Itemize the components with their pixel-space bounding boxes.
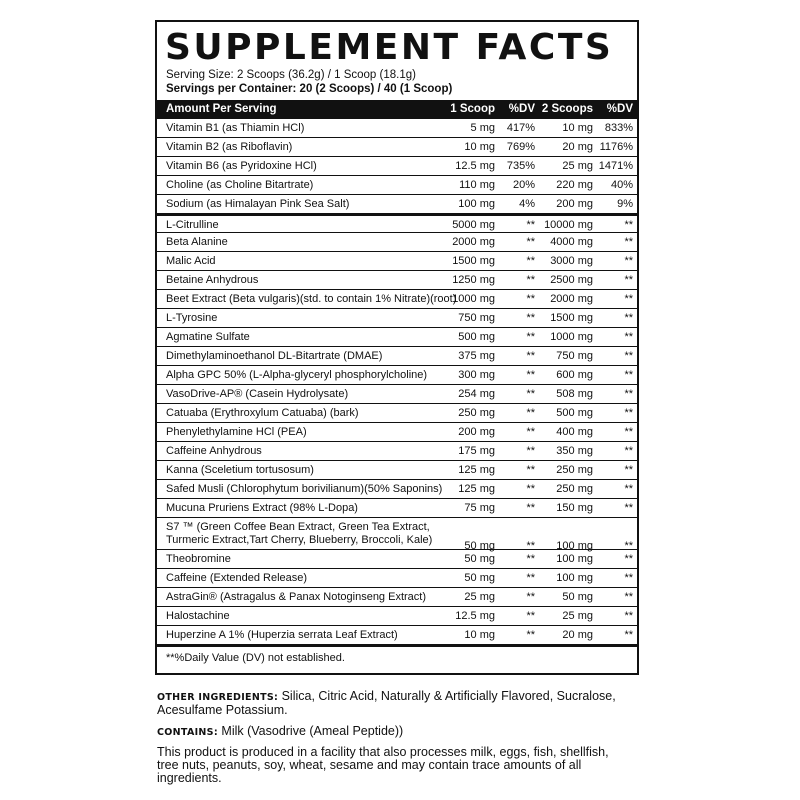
dv-2-scoops: ** [624, 236, 633, 248]
dv-1-scoop: ** [526, 388, 535, 400]
dv-2-scoops: ** [624, 274, 633, 286]
amount-2-scoops: 2500 mg [550, 274, 593, 286]
amount-1-scoop: 50 mg [464, 540, 495, 552]
amount-1-scoop: 375 mg [458, 350, 495, 362]
dv-2-scoops: ** [624, 293, 633, 305]
dv-1-scoop: ** [526, 553, 535, 565]
header-dv-2: %DV [606, 103, 633, 115]
dv-2-scoops: ** [624, 445, 633, 457]
dv-1-scoop: ** [526, 236, 535, 248]
amount-1-scoop: 2000 mg [452, 236, 495, 248]
amount-2-scoops: 2000 mg [550, 293, 593, 305]
amount-2-scoops: 4000 mg [550, 236, 593, 248]
nutrient-name: Alpha GPC 50% (L-Alpha-glyceryl phosphorylcholine) [166, 369, 428, 381]
amount-2-scoops: 250 mg [556, 483, 593, 495]
table-row [157, 137, 637, 156]
nutrient-name: Kanna (Sceletium tortusosum) [166, 464, 314, 476]
dv-1-scoop: ** [526, 464, 535, 476]
table-row [157, 194, 637, 213]
amount-2-scoops: 150 mg [556, 502, 593, 514]
table-row [157, 308, 637, 327]
nutrient-name: Halostachine [166, 610, 230, 622]
dv-1-scoop: ** [526, 445, 535, 457]
nutrient-name: Beta Alanine [166, 236, 228, 248]
contains-label: CONTAINS: [157, 727, 218, 738]
nutrient-name: Vitamin B2 (as Riboflavin) [166, 141, 293, 153]
amount-2-scoops: 600 mg [556, 369, 593, 381]
table-row [157, 156, 637, 175]
dv-1-scoop: ** [526, 483, 535, 495]
dv-2-scoops: 9% [617, 198, 633, 210]
dv-1-scoop: ** [526, 219, 535, 231]
dv-1-scoop: 4% [519, 198, 535, 210]
table-row [157, 625, 637, 644]
table-row [157, 365, 637, 384]
table-row [157, 549, 637, 568]
dv-2-scoops: ** [624, 350, 633, 362]
other-ingredients-label: OTHER INGREDIENTS: [157, 692, 279, 703]
amount-1-scoop: 25 mg [464, 591, 495, 603]
amount-2-scoops: 250 mg [556, 464, 593, 476]
other-ingredients [157, 690, 627, 717]
other-ingredients-text: Silica, Citric Acid, Naturally & Artificially Flavored, Sucralose, Acesulfame Potassium. [157, 689, 616, 717]
amount-1-scoop: 12.5 mg [455, 610, 495, 622]
table-row [157, 327, 637, 346]
header-2-scoops: 2 Scoops [541, 103, 593, 115]
amount-1-scoop: 5 mg [470, 122, 495, 134]
nutrient-name: L-Citrulline [166, 219, 219, 231]
amount-1-scoop: 500 mg [458, 331, 495, 343]
amount-1-scoop: 50 mg [464, 572, 495, 584]
dv-2-scoops: ** [624, 553, 633, 565]
dv-2-scoops: ** [624, 219, 633, 231]
dv-1-scoop: ** [526, 426, 535, 438]
amount-2-scoops: 508 mg [556, 388, 593, 400]
dv-2-scoops: ** [624, 591, 633, 603]
dv-1-scoop: ** [526, 255, 535, 267]
table-row [157, 498, 637, 517]
dv-2-scoops: 1471% [598, 160, 633, 172]
table-row [157, 213, 637, 232]
dv-2-scoops: ** [624, 464, 633, 476]
facility-statement: This product is produced in a facility that also processes milk, eggs, fish, shellfish, tree nuts, peanuts, soy, wheat, sesame and may contain trace amounts of all ingredients. [157, 745, 609, 785]
dv-2-scoops: 1176% [599, 141, 633, 153]
dv-1-scoop: 417% [506, 122, 535, 134]
table-row [157, 232, 637, 251]
nutrient-name: Agmatine Sulfate [166, 331, 250, 343]
table-row [157, 118, 637, 137]
nutrient-name: Malic Acid [166, 255, 216, 267]
dv-2-scoops: ** [624, 629, 633, 641]
table-row [157, 606, 637, 625]
dv-1-scoop: ** [526, 407, 535, 419]
amount-2-scoops: 100 mg [556, 540, 593, 552]
amount-1-scoop: 175 mg [458, 445, 495, 457]
dv-1-scoop: ** [526, 502, 535, 514]
dv-2-scoops: ** [624, 255, 633, 267]
dv-2-scoops: ** [624, 572, 633, 584]
amount-2-scoops: 3000 mg [550, 255, 593, 267]
dv-2-scoops: ** [624, 610, 633, 622]
amount-2-scoops: 20 mg [562, 629, 593, 641]
dv-2-scoops: ** [624, 540, 633, 552]
table-header [157, 100, 637, 118]
nutrient-name: S7 ™ (Green Coffee Bean Extract, Green Tea Extract, Turmeric Extract,Tart Cherry, Blueberry, Broccoli, Kale) [166, 521, 433, 546]
amount-2-scoops: 10 mg [562, 122, 593, 134]
amount-2-scoops: 400 mg [556, 426, 593, 438]
nutrient-name: Dimethylaminoethanol DL-Bitartrate (DMAE) [166, 350, 383, 362]
label-text-block [157, 690, 627, 785]
servings-per-container: Servings per Container: 20 (2 Scoops) / 40 (1 Scoop) [166, 83, 453, 95]
amount-1-scoop: 50 mg [464, 553, 495, 565]
nutrient-name: Theobromine [166, 553, 231, 565]
dv-1-scoop: ** [526, 293, 535, 305]
table-row [157, 587, 637, 606]
nutrient-name: Beet Extract (Beta vulgaris)(std. to contain 1% Nitrate)(root) [166, 293, 457, 305]
contains-statement [157, 725, 627, 739]
dv-1-scoop: 769% [506, 141, 535, 153]
dv-1-scoop: ** [526, 274, 535, 286]
nutrient-name: Caffeine Anhydrous [166, 445, 262, 457]
amount-2-scoops: 220 mg [556, 179, 593, 191]
table-row [157, 270, 637, 289]
nutrient-name: Sodium (as Himalayan Pink Sea Salt) [166, 198, 350, 210]
amount-1-scoop: 125 mg [458, 483, 495, 495]
dv-2-scoops: ** [624, 426, 633, 438]
amount-2-scoops: 750 mg [556, 350, 593, 362]
amount-1-scoop: 10 mg [464, 141, 495, 153]
dv-1-scoop: ** [526, 572, 535, 584]
dv-2-scoops: 833% [604, 122, 633, 134]
amount-2-scoops: 20 mg [562, 141, 593, 153]
table-row [157, 422, 637, 441]
nutrient-name: AstraGin® (Astragalus & Panax Notoginseng Extract) [166, 591, 426, 603]
table-row [157, 251, 637, 270]
dv-2-scoops: ** [624, 388, 633, 400]
dv-1-scoop: 735% [506, 160, 535, 172]
dv-1-scoop: ** [526, 369, 535, 381]
supplement-facts-panel [155, 20, 639, 675]
amount-2-scoops: 500 mg [556, 407, 593, 419]
header-amount-per-serving: Amount Per Serving [166, 103, 277, 115]
nutrient-name: Catuaba (Erythroxylum Catuaba) (bark) [166, 407, 359, 419]
amount-1-scoop: 1250 mg [452, 274, 495, 286]
amount-1-scoop: 254 mg [458, 388, 495, 400]
nutrient-name: Mucuna Pruriens Extract (98% L-Dopa) [166, 502, 358, 514]
amount-2-scoops: 25 mg [562, 160, 593, 172]
amount-2-scoops: 350 mg [556, 445, 593, 457]
dv-2-scoops: ** [624, 331, 633, 343]
amount-1-scoop: 1500 mg [452, 255, 495, 267]
nutrient-name: Phenylethylamine HCl (PEA) [166, 426, 307, 438]
amount-2-scoops: 10000 mg [544, 219, 593, 231]
amount-2-scoops: 100 mg [556, 572, 593, 584]
amount-2-scoops: 200 mg [556, 198, 593, 210]
dv-1-scoop: ** [526, 350, 535, 362]
panel-title: SUPPLEMENT FACTS [165, 27, 614, 68]
serving-size: Serving Size: 2 Scoops (36.2g) / 1 Scoop (18.1g) [166, 69, 416, 81]
dv-footnote: **%Daily Value (DV) not established. [157, 644, 637, 669]
table-row [157, 403, 637, 422]
nutrient-name: Vitamin B1 (as Thiamin HCl) [166, 122, 305, 134]
nutrient-name: Caffeine (Extended Release) [166, 572, 308, 584]
dv-2-scoops: ** [624, 407, 633, 419]
dv-2-scoops: ** [624, 369, 633, 381]
table-row [157, 384, 637, 403]
dv-2-scoops: ** [624, 312, 633, 324]
table-row [157, 517, 637, 552]
dv-1-scoop: ** [526, 610, 535, 622]
amount-1-scoop: 12.5 mg [455, 160, 495, 172]
dv-1-scoop: ** [526, 331, 535, 343]
amount-2-scoops: 100 mg [556, 553, 593, 565]
amount-1-scoop: 1000 mg [452, 293, 495, 305]
dv-2-scoops: ** [624, 483, 633, 495]
amount-2-scoops: 1500 mg [550, 312, 593, 324]
nutrient-name: Vitamin B6 (as Pyridoxine HCl) [166, 160, 317, 172]
dv-1-scoop: 20% [512, 179, 535, 191]
amount-2-scoops: 1000 mg [550, 331, 593, 343]
dv-2-scoops: ** [624, 502, 633, 514]
amount-1-scoop: 5000 mg [452, 219, 495, 231]
nutrient-name: VasoDrive-AP® (Casein Hydrolysate) [166, 388, 349, 400]
amount-1-scoop: 10 mg [464, 629, 495, 641]
table-row [157, 568, 637, 587]
amount-2-scoops: 50 mg [562, 591, 593, 603]
nutrient-name: Betaine Anhydrous [166, 274, 259, 286]
amount-1-scoop: 750 mg [458, 312, 495, 324]
nutrient-name: Choline (as Choline Bitartrate) [166, 179, 314, 191]
amount-1-scoop: 125 mg [458, 464, 495, 476]
nutrient-name: Huperzine A 1% (Huperzia serrata Leaf Extract) [166, 629, 398, 641]
amount-1-scoop: 200 mg [458, 426, 495, 438]
amount-1-scoop: 300 mg [458, 369, 495, 381]
amount-1-scoop: 75 mg [464, 502, 495, 514]
table-row [157, 460, 637, 479]
amount-1-scoop: 250 mg [458, 407, 495, 419]
dv-1-scoop: ** [526, 540, 535, 552]
dv-1-scoop: ** [526, 312, 535, 324]
dv-1-scoop: ** [526, 629, 535, 641]
amount-2-scoops: 25 mg [562, 610, 593, 622]
table-row [157, 346, 637, 365]
amount-1-scoop: 100 mg [458, 198, 495, 210]
table-row [157, 479, 637, 498]
table-row [157, 175, 637, 194]
table-row [157, 441, 637, 460]
dv-1-scoop: ** [526, 591, 535, 603]
contains-text: Milk (Vasodrive (Ameal Peptide)) [221, 724, 404, 738]
table-row [157, 289, 637, 308]
header-1-scoop: 1 Scoop [450, 103, 495, 115]
header-dv-1: %DV [508, 103, 535, 115]
dv-2-scoops: 40% [610, 179, 633, 191]
nutrient-name: Safed Musli (Chlorophytum borivilianum)(50% Saponins) [166, 483, 443, 495]
nutrient-name: L-Tyrosine [166, 312, 218, 324]
amount-1-scoop: 110 mg [459, 179, 495, 191]
